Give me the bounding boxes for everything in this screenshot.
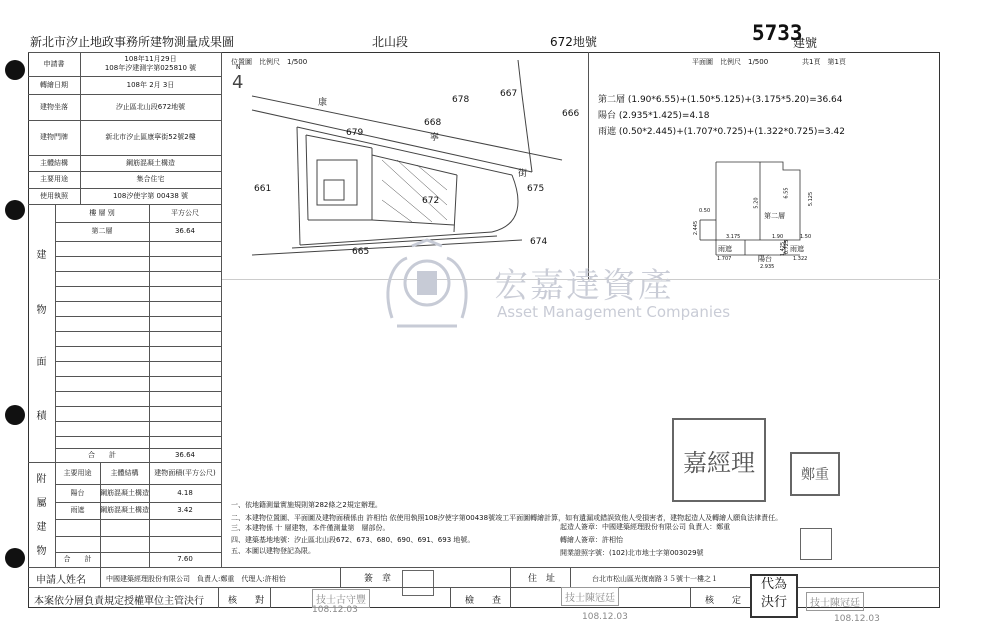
note: 四、建築基地地號：汐止區北山段672、673、680、690、691、693 地號。 (231, 536, 475, 544)
approve-name-stamp: 技士陳冠廷 (806, 592, 864, 611)
side-label: 建 (36, 521, 47, 533)
attached-header: 建物面積(平方公尺) (154, 468, 216, 477)
lot-label: 672 (422, 196, 440, 206)
site-plan-label: 位置圖 比例尺 1/500 (231, 58, 308, 66)
watermark-en: Asset Management Companies (497, 303, 731, 321)
area-floor: 第二層 (91, 227, 113, 235)
floor-dim: 1.50 (800, 234, 812, 240)
info-value: 新北市汐止區康寧街52號2樓 (105, 133, 196, 141)
side-label: 面 (36, 356, 47, 368)
punch-hole (5, 200, 25, 220)
area-value: 36.64 (174, 227, 196, 235)
lot-label: 667 (500, 89, 518, 99)
authorization-notice: 本案依分層負責規定授權單位主管決行 (34, 596, 204, 607)
lot-label: 668 (424, 118, 442, 128)
check-date: 108.12.03 (312, 605, 358, 615)
check-label: 核 對 (228, 596, 265, 606)
official-seal (672, 418, 766, 502)
floor-dim: 1.425 (780, 241, 787, 257)
info-label: 主要用途 (40, 175, 68, 183)
attached-use: 陽台 (70, 488, 85, 497)
floor-dim: 1.322 (793, 256, 808, 262)
side-label: 附 (36, 473, 47, 485)
license-number: 開業證照字號：(102)北市地士字第003029號 (560, 549, 704, 557)
note: 三、本建物係 十 層建物，本件僅測量第 層部份。 (231, 524, 390, 532)
address-label: 住 址 (528, 574, 556, 584)
info-value: 集合住宅 (136, 175, 165, 183)
road-label: 康 (318, 98, 328, 108)
page-count: 共1頁 第1頁 (802, 58, 846, 66)
floor-dim: 6.55 (783, 187, 790, 199)
info-value: 鋼筋混凝土構造 (126, 158, 175, 167)
attached-use: 雨遮 (70, 506, 85, 514)
address-value: 台北市松山區光復南路３５號十一樓之１ (592, 575, 718, 583)
section-name: 北山段 (372, 35, 409, 49)
lot-label: 678 (452, 95, 470, 105)
seal-text: 理 (731, 448, 755, 477)
road-label: 寧 (430, 133, 440, 143)
info-value: 108年11月29日 108年汐建測字第025810 號 (104, 55, 197, 72)
inspect-name-stamp: 技士陳冠廷 (561, 587, 619, 606)
lot-label: 675 (527, 184, 545, 194)
seal-text: 嘉 (683, 448, 707, 477)
floor-dim: 3.175 (726, 234, 741, 240)
applicant-value: 中國建築經理股份有限公司 負責人:鄭重 代理人:許相怡 (106, 575, 286, 583)
punch-hole (5, 405, 25, 425)
info-label: 轉繪日期 (40, 80, 68, 89)
room-label: 雨遮 (718, 245, 732, 253)
road-label: 街 (518, 169, 528, 179)
seal-label: 簽 章 (364, 574, 392, 584)
floor-dim: 2.445 (693, 220, 700, 236)
applicant-label: 申請人姓名 (36, 575, 86, 586)
approve-date: 108.12.03 (834, 614, 880, 624)
inspect-date: 108.12.03 (582, 612, 628, 622)
building-number: 5733 (752, 21, 803, 45)
side-label: 屬 (36, 497, 47, 509)
attached-total: 7.60 (177, 555, 193, 563)
attached-total-label: 合 計 (63, 555, 92, 563)
attached-header: 主體結構 (110, 468, 139, 477)
lot-label: 674 (530, 237, 548, 247)
floor-dim: 0.725 (784, 239, 791, 255)
seal-text: 鄭重 (801, 467, 829, 483)
area-header-unit: 平方公尺 (171, 208, 199, 217)
crest-logo (372, 238, 482, 333)
floor-dim: 1.707 (717, 256, 732, 262)
approve-label: 核 定 (705, 596, 742, 606)
room-label: 第二層 (764, 212, 785, 220)
seal-text: 經 (707, 448, 731, 477)
info-label: 使用執照 (40, 191, 68, 200)
room-label: 雨遮 (790, 245, 804, 253)
floor-dim: 5.125 (808, 191, 815, 207)
punch-hole (5, 60, 25, 80)
punch-hole (5, 548, 25, 568)
attached-structure: 鋼筋混凝土構造 (100, 488, 149, 497)
area-total-label: 合 計 (88, 450, 116, 459)
lot-label: 665 (352, 247, 370, 257)
attached-header: 主要用途 (63, 468, 92, 477)
side-label: 積 (36, 410, 47, 422)
attached-area: 4.18 (177, 488, 193, 497)
info-value: 汐止區北山段672地號 (115, 102, 186, 111)
north-label: N (236, 64, 241, 71)
note: 一、依地籍測量實施規則第282條之2規定辦理。 (231, 501, 382, 509)
info-value: 108汐使字第 00438 號 (112, 191, 189, 200)
floor-dim: 5.20 (753, 197, 760, 209)
document-title: 新北市汐止地政事務所建物測量成果圖 (30, 35, 235, 49)
side-label: 物 (36, 545, 47, 557)
north-arrow-icon: 4 (232, 72, 244, 93)
side-label: 物 (36, 304, 47, 316)
inspect-label: 檢 查 (465, 596, 502, 606)
person-seal (790, 452, 840, 496)
floor-dim: 0.50 (699, 208, 711, 214)
deputy-stamp: 代為 決行 (750, 574, 798, 618)
info-label: 建物門牌 (40, 133, 68, 141)
info-value: 108年 2月 3日 (126, 80, 175, 89)
floor-dim: 1.90 (772, 234, 784, 240)
note: 二、本建物位置圖、平面圖及建物面積係由 許相怡 依使用執照108汐使字第00438號竣工平面圖轉繪計算，如有遺漏或錯誤致他人受損害者，建物起造人及轉繪人願負法律責任。 (231, 514, 783, 522)
area-header-floor: 樓 層 別 (89, 208, 115, 217)
lot-label: 679 (346, 128, 364, 138)
lot-label: 661 (254, 184, 272, 194)
lot-label: 666 (562, 109, 580, 119)
drafter-signature: 轉繪人簽章：許相怡 (560, 536, 623, 544)
room-label: 陽台 (758, 255, 772, 263)
area-formula: 陽台 (2.935*1.425)=4.18 (598, 111, 710, 121)
side-label: 建 (36, 249, 47, 261)
info-label: 主體結構 (40, 158, 68, 167)
small-seal (402, 570, 434, 596)
attached-area: 3.42 (177, 506, 193, 514)
watermark-cn: 宏嘉達資產 (494, 266, 674, 306)
note: 五、本圖以建物登記為限。 (231, 547, 315, 555)
lot-number: 672地號 (550, 35, 597, 49)
attached-structure: 鋼筋混凝土構造 (100, 506, 149, 514)
info-label: 申請書 (43, 59, 65, 68)
check-name-stamp: 技士古守豐 (312, 589, 370, 608)
building-number-suffix: 建號 (793, 36, 818, 50)
builder-signature: 起造人簽章：中國建築經理股份有限公司 負責人：鄭重 (560, 523, 731, 531)
floor-dim: 2.935 (760, 264, 775, 270)
info-label: 建物坐落 (40, 102, 68, 111)
area-formula: 第二層 (1.90*6.55)+(1.50*5.125)+(3.175*5.20)=36.64 (598, 95, 843, 105)
floor-plan-label: 平面圖 比例尺 1/500 (692, 58, 769, 66)
area-total: 36.64 (174, 450, 196, 459)
area-formula: 雨遮 (0.50*2.445)+(1.707*0.725)+(1.322*0.725)=3.42 (598, 127, 845, 137)
small-seal (800, 528, 832, 560)
